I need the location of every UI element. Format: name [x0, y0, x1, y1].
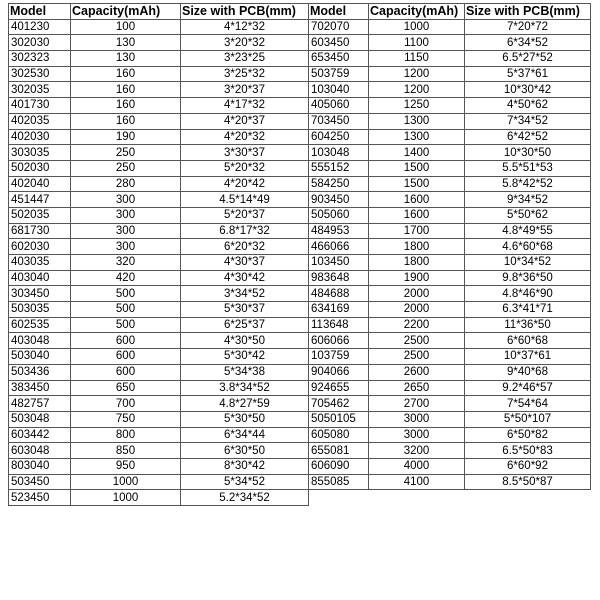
capacity-cell: 250	[71, 145, 181, 161]
table-row	[9, 239, 591, 255]
capacity-cell: 1000	[71, 474, 181, 490]
model-cell: 655081	[309, 443, 369, 459]
model-cell: 983648	[309, 270, 369, 286]
model-cell: 904066	[309, 364, 369, 380]
model-cell: 681730	[9, 223, 71, 239]
model-cell: 403040	[9, 270, 71, 286]
model-cell: 5050105	[309, 411, 369, 427]
table-row	[9, 302, 591, 318]
size-cell: 9*34*52	[465, 192, 591, 208]
empty-cell	[465, 490, 591, 506]
capacity-cell: 1200	[369, 66, 465, 82]
capacity-cell: 300	[71, 239, 181, 255]
model-cell: 634169	[309, 302, 369, 318]
table-row	[9, 145, 591, 161]
size-cell: 5*20*37	[181, 207, 309, 223]
model-cell: 383450	[9, 380, 71, 396]
header-row	[9, 4, 591, 20]
table-row	[9, 364, 591, 380]
size-cell: 9*40*68	[465, 364, 591, 380]
table-row	[9, 255, 591, 271]
size-cell: 5.5*51*53	[465, 160, 591, 176]
table-row	[9, 333, 591, 349]
size-cell: 4*20*42	[181, 176, 309, 192]
model-cell: 705462	[309, 396, 369, 412]
size-cell: 9.2*46*57	[465, 380, 591, 396]
model-cell: 303035	[9, 145, 71, 161]
size-cell: 3*20*32	[181, 35, 309, 51]
table-row	[9, 113, 591, 129]
table-row	[9, 443, 591, 459]
table-row	[9, 51, 591, 67]
table-row	[9, 66, 591, 82]
capacity-cell: 2600	[369, 364, 465, 380]
capacity-cell: 1150	[369, 51, 465, 67]
model-cell: 505060	[309, 207, 369, 223]
table-body	[9, 19, 591, 505]
model-cell: 602030	[9, 239, 71, 255]
size-cell: 5.2*34*52	[181, 490, 309, 506]
capacity-cell: 1800	[369, 239, 465, 255]
capacity-cell: 4100	[369, 474, 465, 490]
model-cell: 401230	[9, 19, 71, 35]
size-cell: 4*30*37	[181, 255, 309, 271]
capacity-cell: 1600	[369, 207, 465, 223]
capacity-cell: 1000	[369, 19, 465, 35]
size-cell: 5*37*61	[465, 66, 591, 82]
size-cell: 5*50*62	[465, 207, 591, 223]
capacity-cell: 500	[71, 286, 181, 302]
battery-spec-table	[8, 3, 591, 506]
capacity-cell: 1300	[369, 129, 465, 145]
size-cell: 4*30*50	[181, 333, 309, 349]
capacity-cell: 420	[71, 270, 181, 286]
model-cell: 503436	[9, 364, 71, 380]
size-cell: 3*23*25	[181, 51, 309, 67]
table-row	[9, 192, 591, 208]
model-cell: 855085	[309, 474, 369, 490]
capacity-cell: 1250	[369, 98, 465, 114]
capacity-cell: 750	[71, 411, 181, 427]
model-cell: 103040	[309, 82, 369, 98]
model-cell: 503450	[9, 474, 71, 490]
size-cell: 3*20*37	[181, 82, 309, 98]
empty-cell	[369, 490, 465, 506]
size-cell: 10*30*50	[465, 145, 591, 161]
capacity-cell: 600	[71, 349, 181, 365]
table-row	[9, 35, 591, 51]
capacity-cell: 2200	[369, 317, 465, 333]
capacity-cell: 250	[71, 160, 181, 176]
capacity-cell: 1200	[369, 82, 465, 98]
size-cell: 5*30*37	[181, 302, 309, 318]
size-cell: 7*34*52	[465, 113, 591, 129]
size-cell: 5*50*107	[465, 411, 591, 427]
model-cell: 402035	[9, 113, 71, 129]
size-cell: 5*34*38	[181, 364, 309, 380]
model-cell: 555152	[309, 160, 369, 176]
model-cell: 401730	[9, 98, 71, 114]
capacity-cell: 600	[71, 333, 181, 349]
size-cell: 6*20*32	[181, 239, 309, 255]
size-cell: 4.5*14*49	[181, 192, 309, 208]
model-cell: 502035	[9, 207, 71, 223]
model-header-2: Model	[309, 4, 369, 20]
capacity-cell: 280	[71, 176, 181, 192]
table-row	[9, 207, 591, 223]
size-cell: 4*20*32	[181, 129, 309, 145]
size-header: Size with PCB(mm)	[181, 4, 309, 20]
size-cell: 5*20*32	[181, 160, 309, 176]
size-cell: 4*17*32	[181, 98, 309, 114]
size-cell: 5*34*52	[181, 474, 309, 490]
capacity-cell: 130	[71, 51, 181, 67]
model-cell: 584250	[309, 176, 369, 192]
size-cell: 6.8*17*32	[181, 223, 309, 239]
model-cell: 403048	[9, 333, 71, 349]
table-row	[9, 349, 591, 365]
size-cell: 5*30*42	[181, 349, 309, 365]
model-cell: 503040	[9, 349, 71, 365]
size-cell: 7*54*64	[465, 396, 591, 412]
size-cell: 3*30*37	[181, 145, 309, 161]
model-cell: 402040	[9, 176, 71, 192]
table-row	[9, 411, 591, 427]
model-cell: 402030	[9, 129, 71, 145]
size-cell: 10*37*61	[465, 349, 591, 365]
table-row	[9, 98, 591, 114]
capacity-cell: 700	[71, 396, 181, 412]
capacity-cell: 950	[71, 458, 181, 474]
capacity-header: Capacity(mAh)	[71, 4, 181, 20]
table-row	[9, 427, 591, 443]
model-cell: 466066	[309, 239, 369, 255]
model-cell: 702070	[309, 19, 369, 35]
model-cell: 302323	[9, 51, 71, 67]
size-cell: 3.8*34*52	[181, 380, 309, 396]
size-cell: 8.5*50*87	[465, 474, 591, 490]
model-cell: 604250	[309, 129, 369, 145]
capacity-cell: 160	[71, 82, 181, 98]
table-row	[9, 223, 591, 239]
size-cell: 4.6*60*68	[465, 239, 591, 255]
model-cell: 606090	[309, 458, 369, 474]
table-row	[9, 160, 591, 176]
model-cell: 603442	[9, 427, 71, 443]
capacity-cell: 500	[71, 302, 181, 318]
capacity-cell: 500	[71, 317, 181, 333]
size-cell: 6.3*41*71	[465, 302, 591, 318]
table-row	[9, 270, 591, 286]
size-cell: 6*50*82	[465, 427, 591, 443]
model-cell: 405060	[309, 98, 369, 114]
capacity-cell: 300	[71, 223, 181, 239]
size-cell: 6*30*50	[181, 443, 309, 459]
size-cell: 6.5*50*83	[465, 443, 591, 459]
size-header-2: Size with PCB(mm)	[465, 4, 591, 20]
capacity-cell: 2000	[369, 286, 465, 302]
capacity-cell: 300	[71, 207, 181, 223]
capacity-cell: 100	[71, 19, 181, 35]
model-cell: 451447	[9, 192, 71, 208]
capacity-cell: 3200	[369, 443, 465, 459]
capacity-cell: 1900	[369, 270, 465, 286]
model-cell: 302530	[9, 66, 71, 82]
size-cell: 5.8*42*52	[465, 176, 591, 192]
table-row	[9, 286, 591, 302]
capacity-cell: 160	[71, 98, 181, 114]
capacity-cell: 1600	[369, 192, 465, 208]
capacity-cell: 3000	[369, 427, 465, 443]
model-header: Model	[9, 4, 71, 20]
table-row	[9, 458, 591, 474]
size-cell: 5*30*50	[181, 411, 309, 427]
model-cell: 482757	[9, 396, 71, 412]
size-cell: 6*34*52	[465, 35, 591, 51]
model-cell: 503759	[309, 66, 369, 82]
model-cell: 803040	[9, 458, 71, 474]
table-row	[9, 129, 591, 145]
model-cell: 703450	[309, 113, 369, 129]
size-cell: 6.5*27*52	[465, 51, 591, 67]
size-cell: 4*20*37	[181, 113, 309, 129]
capacity-cell: 600	[71, 364, 181, 380]
size-cell: 7*20*72	[465, 19, 591, 35]
table-row	[9, 474, 591, 490]
model-cell: 523450	[9, 490, 71, 506]
size-cell: 6*60*92	[465, 458, 591, 474]
model-cell: 603450	[309, 35, 369, 51]
size-cell: 6*25*37	[181, 317, 309, 333]
capacity-cell: 1100	[369, 35, 465, 51]
model-cell: 603048	[9, 443, 71, 459]
size-cell: 3*25*32	[181, 66, 309, 82]
size-cell: 8*30*42	[181, 458, 309, 474]
size-cell: 4.8*46*90	[465, 286, 591, 302]
model-cell: 653450	[309, 51, 369, 67]
table-row	[9, 396, 591, 412]
model-cell: 303450	[9, 286, 71, 302]
table-row	[9, 176, 591, 192]
capacity-cell: 2650	[369, 380, 465, 396]
model-cell: 103450	[309, 255, 369, 271]
size-cell: 4.8*49*55	[465, 223, 591, 239]
model-cell: 484953	[309, 223, 369, 239]
capacity-cell: 3000	[369, 411, 465, 427]
model-cell: 403035	[9, 255, 71, 271]
capacity-cell: 2500	[369, 349, 465, 365]
capacity-cell: 160	[71, 113, 181, 129]
capacity-cell: 320	[71, 255, 181, 271]
size-cell: 10*30*42	[465, 82, 591, 98]
capacity-cell: 1500	[369, 176, 465, 192]
capacity-cell: 650	[71, 380, 181, 396]
size-cell: 4.8*27*59	[181, 396, 309, 412]
model-cell: 606066	[309, 333, 369, 349]
capacity-cell: 2500	[369, 333, 465, 349]
capacity-cell: 130	[71, 35, 181, 51]
capacity-cell: 1500	[369, 160, 465, 176]
capacity-cell: 1300	[369, 113, 465, 129]
model-cell: 103048	[309, 145, 369, 161]
size-cell: 4*30*42	[181, 270, 309, 286]
capacity-cell: 1800	[369, 255, 465, 271]
capacity-cell: 2000	[369, 302, 465, 318]
table-row	[9, 19, 591, 35]
capacity-cell: 1400	[369, 145, 465, 161]
model-cell: 103759	[309, 349, 369, 365]
capacity-cell: 800	[71, 427, 181, 443]
capacity-cell: 850	[71, 443, 181, 459]
model-cell: 503035	[9, 302, 71, 318]
size-cell: 6*34*44	[181, 427, 309, 443]
capacity-cell: 4000	[369, 458, 465, 474]
capacity-header-2: Capacity(mAh)	[369, 4, 465, 20]
capacity-cell: 300	[71, 192, 181, 208]
model-cell: 903450	[309, 192, 369, 208]
model-cell: 484688	[309, 286, 369, 302]
size-cell: 11*36*50	[465, 317, 591, 333]
size-cell: 10*34*52	[465, 255, 591, 271]
table-row	[9, 82, 591, 98]
capacity-cell: 2700	[369, 396, 465, 412]
table-row	[9, 490, 591, 506]
size-cell: 6*42*52	[465, 129, 591, 145]
model-cell: 113648	[309, 317, 369, 333]
empty-cell	[309, 490, 369, 506]
model-cell: 502030	[9, 160, 71, 176]
capacity-cell: 1000	[71, 490, 181, 506]
capacity-cell: 160	[71, 66, 181, 82]
size-cell: 4*50*62	[465, 98, 591, 114]
model-cell: 605080	[309, 427, 369, 443]
model-cell: 602535	[9, 317, 71, 333]
size-cell: 9.8*36*50	[465, 270, 591, 286]
size-cell: 6*60*68	[465, 333, 591, 349]
capacity-cell: 1700	[369, 223, 465, 239]
model-cell: 503048	[9, 411, 71, 427]
model-cell: 924655	[309, 380, 369, 396]
size-cell: 3*34*52	[181, 286, 309, 302]
table-row	[9, 380, 591, 396]
capacity-cell: 190	[71, 129, 181, 145]
model-cell: 302035	[9, 82, 71, 98]
model-cell: 302030	[9, 35, 71, 51]
size-cell: 4*12*32	[181, 19, 309, 35]
table-row	[9, 317, 591, 333]
